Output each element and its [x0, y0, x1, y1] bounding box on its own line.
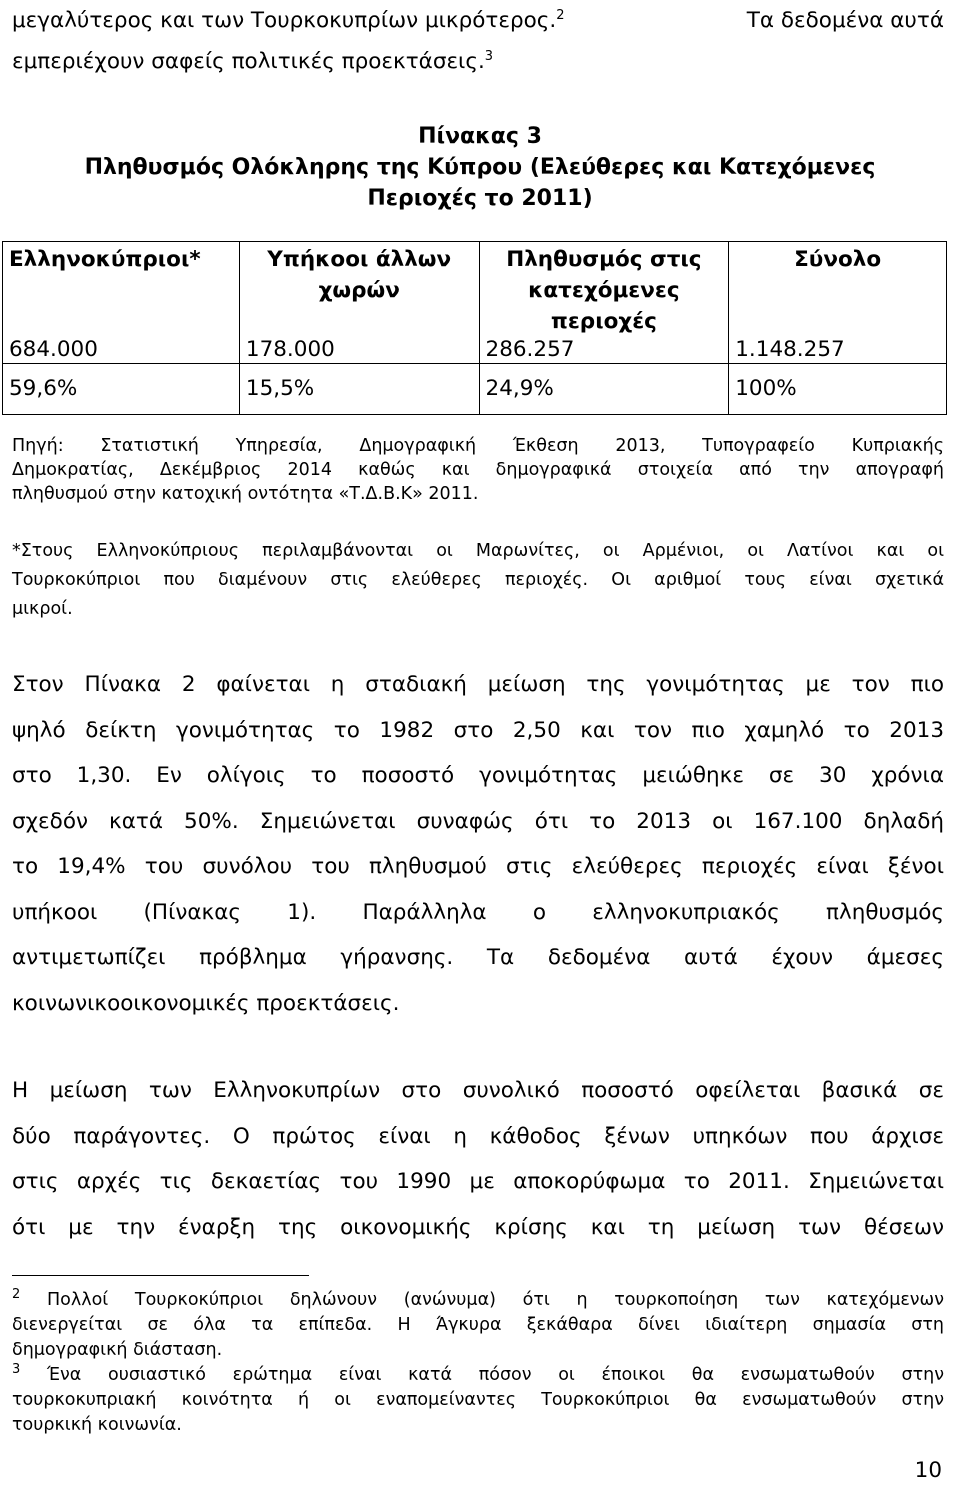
footnote-separator — [12, 1275, 309, 1276]
cell-percent: 24,9% — [479, 364, 729, 415]
cell-count: 684.000 — [3, 337, 240, 364]
cell-percent: 59,6% — [3, 364, 240, 415]
cell-count: 178.000 — [239, 337, 479, 364]
footnote-3: $^3$ Ένα ουσιαστικό ερώτημα είναι κατά πόσον οι έποικοι θα ενσωματωθούν στην τουρκοκυπριακή κοινότητα ή οι εναπομείναντες Τουρκοκύπριοι θα ενσωματωθούν στην τουρκική κοινωνία. — [12, 1362, 944, 1435]
footnote-number: 2 — [12, 1287, 21, 1303]
cell-count: 286.257 — [479, 337, 729, 364]
text-line: Στον Πίνακα 2 φαίνεται η σταδιακή μείωση της γονιμότητας με τον πιο — [12, 672, 944, 697]
intro-line-1 — [12, 0, 944, 41]
text-line: στις αρχές τις δεκαετίας του 1990 με αποκορύφωμα το 2011. Σημειώνεται — [12, 1169, 944, 1194]
footnote-number: 3 — [12, 1362, 21, 1378]
footnote-ref-2: 2 — [556, 7, 565, 23]
text-line: ψηλό δείκτη γονιμότητας το 1982 στο 2,50 και τον πιο χαμηλό το 2013 — [12, 717, 944, 743]
intro-text: Τα δεδομένα αυτά — [746, 8, 944, 33]
cell-count: 1.148.257 — [729, 337, 947, 364]
header-greek-cypriots: Ελληνοκύπριοι* — [3, 242, 240, 338]
table-header-row — [3, 242, 947, 338]
table-row — [3, 364, 947, 415]
table-row — [3, 337, 947, 364]
text-line: σχεδόν κατά 50%. Σημειώνεται συναφώς ότι το 2013 οι 167.100 δηλαδή — [12, 808, 944, 834]
text-line: υπήκοοι (Πίνακας 1). Παράλληλα ο ελληνοκυπριακός πληθυσμός — [12, 899, 944, 925]
text-line: αντιμετωπίζει πρόβλημα γήρανσης. Τα δεδομένα αυτά έχουν άμεσες — [12, 945, 944, 970]
text-line: ότι με την έναρξη της οικονομικής κρίσης και τη μείωση των θέσεων — [12, 1214, 944, 1240]
footnote-ref-3: 3 — [484, 48, 494, 64]
table-title: Πίνακας 3 Πληθυσμός Ολόκληρης της Κύπρου (Ελεύθερες και Κατεχόμενες Περιοχές το 2011) — [84, 124, 876, 211]
text-line: δύο παράγοντες. Ο πρώτος είναι η κάθοδος ξένων υπηκόων που άρχισε — [12, 1123, 944, 1149]
body-paragraph-1 — [12, 662, 944, 1026]
table-source: Πηγή: Στατιστική Υπηρεσία, Δημογραφική Έκθεση 2013, Τυπογραφείο Κυπριακής Δημοκρατίας, Δεκέμβριος 2014 καθώς και δημογραφικά στοιχεία από την απογραφή πληθυσμού στην κατοχική οντότητα «Τ.Δ.Β.Κ» 2011. — [12, 436, 944, 504]
intro-text: μεγαλύτερος και των Τουρκοκυπρίων μικρότερος. — [12, 8, 557, 33]
population-table — [2, 241, 947, 415]
table-note: *Στους Ελληνοκύπριους περιλαμβάνονται οι Μαρωνίτες, οι Αρμένιοι, οι Λατίνοι και οι Τουρκοκύπριοι που διαμένουν στις ελεύθερες περιοχές. Οι αριθμοί τους είναι σχετικά μικροί. — [12, 541, 944, 619]
header-foreign-nationals: Υπήκοοι άλλων χωρών — [239, 242, 479, 338]
cell-percent: 100% — [729, 364, 947, 415]
header-occupied-areas: Πληθυσμός στις κατεχόμενες περιοχές — [479, 242, 729, 338]
intro-line-2: εμπεριέχουν σαφείς πολιτικές προεκτάσεις.$^3$ — [12, 48, 494, 74]
footnote-2: $^2$ Πολλοί Τουρκοκύπριοι δηλώνουν (ανώνυμα) ότι η τουρκοποίηση των κατεχόμενων διενεργείται σε όλα τα επίπεδα. Η Άγκυρα ξεκάθαρα δίνει ιδιαίτερη σημασία στη δημογραφική διάσταση. — [12, 1287, 944, 1360]
header-total: Σύνολο — [729, 242, 947, 338]
text-line: κοινωνικοοικονομικές προεκτάσεις. — [12, 990, 400, 1016]
intro-paragraph — [12, 0, 944, 82]
body-paragraph-2 — [12, 1068, 944, 1250]
text-line: το 19,4% του συνόλου του πληθυσμού στις ελεύθερες περιοχές είναι ξένοι — [12, 854, 944, 879]
page-number: 10 — [914, 1458, 942, 1483]
cell-percent: 15,5% — [239, 364, 479, 415]
text-line: στο 1,30. Εν ολίγοις το ποσοστό γονιμότητας μειώθηκε σε 30 χρόνια — [12, 763, 944, 788]
text-line: Η μείωση των Ελληνοκυπρίων στο συνολικό ποσοστό οφείλεται βασικά σε — [12, 1078, 944, 1103]
